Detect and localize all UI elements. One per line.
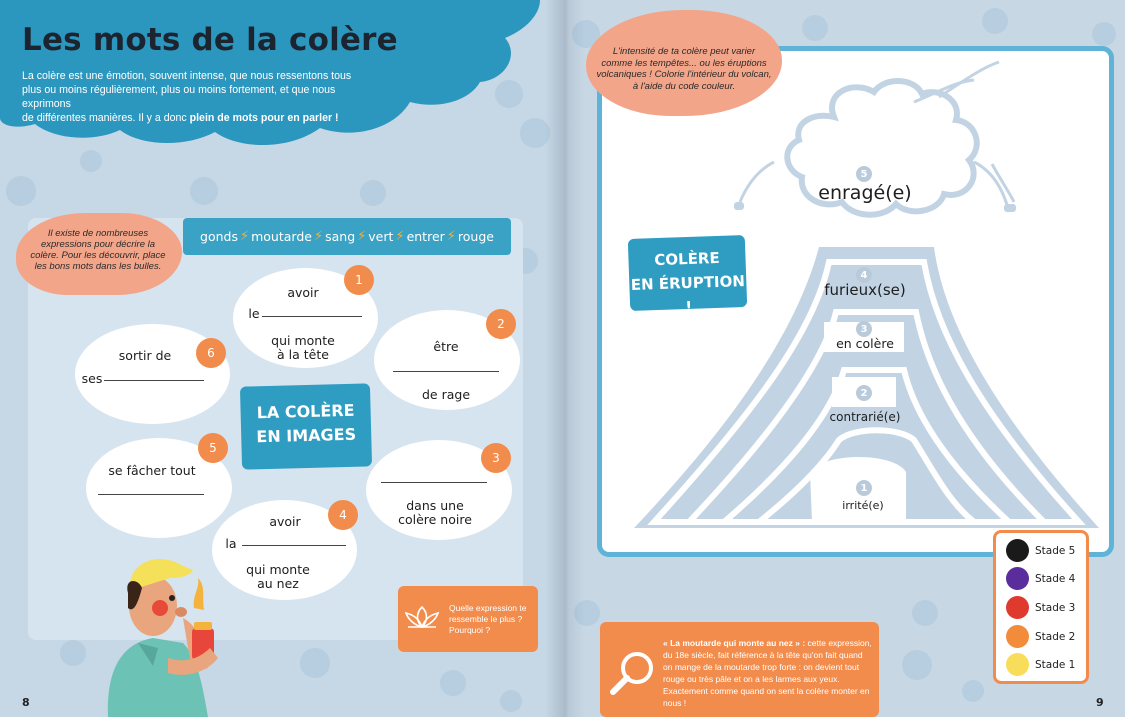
color-swatch: [1006, 653, 1029, 676]
bubble-number: 4: [328, 500, 358, 530]
decor-dot: [982, 8, 1008, 34]
lightning-icon: ⚡: [395, 229, 405, 244]
legend-row: [1006, 653, 1075, 676]
bubble-text: dans une: [406, 498, 464, 513]
note-bold: « La moutarde qui monte au nez » :: [663, 638, 806, 648]
page-number-left: 8: [22, 696, 30, 709]
bubble-text: avoir: [287, 285, 319, 300]
decor-dot: [1092, 22, 1116, 46]
lightning-icon: ⚡: [313, 229, 324, 244]
bubble-text: qui monte: [246, 562, 310, 577]
answer-blank-1[interactable]: [262, 316, 362, 317]
stage-number: 3: [856, 321, 872, 337]
bubble-text: la: [225, 536, 237, 551]
book-gutter: [545, 0, 585, 717]
box-line: EN IMAGES: [256, 424, 357, 447]
stage-number: 5: [856, 166, 872, 182]
legend-row: [1006, 625, 1075, 648]
lightning-icon: ⚡: [239, 229, 250, 244]
color-swatch: [1006, 596, 1029, 619]
decor-dot: [500, 690, 522, 712]
word-chip[interactable]: vert: [368, 229, 394, 244]
bubble-text: qui monte: [271, 333, 335, 348]
legend-label: Stade 2: [1035, 630, 1076, 643]
bubble-number: 2: [486, 309, 516, 339]
note-text: [663, 637, 873, 709]
page-number-right: 9: [1096, 696, 1104, 709]
stage-label-2[interactable]: contrarié(e): [829, 410, 901, 424]
question-text: Quelle expression te ressemble le plus ? Pourquoi ?: [449, 603, 527, 635]
decor-dot: [912, 600, 938, 626]
word-chip[interactable]: moutarde: [251, 229, 312, 244]
legend-label: Stade 5: [1035, 544, 1076, 557]
decor-dot: [300, 648, 330, 678]
bubble-number: 3: [481, 443, 511, 473]
lotus-icon: [402, 603, 442, 633]
lightning-icon: ⚡: [357, 229, 367, 244]
instruction-text: L'intensité de ta colère peut varier comme les tempêtes... ou les éruptions volcaniques ! Colorie l'intérieur du volcan, à l'aide du code couleur.: [596, 46, 772, 92]
bubble-text: à la tête: [277, 347, 329, 362]
word-chip[interactable]: rouge: [457, 229, 494, 244]
bubble-text: au nez: [257, 576, 299, 591]
bubble-text: de rage: [421, 387, 471, 402]
answer-blank-6[interactable]: [104, 380, 204, 381]
stage-number: 4: [856, 267, 872, 283]
lightning-icon: ⚡: [446, 229, 456, 244]
legend-row: [1006, 539, 1075, 562]
stage-label-4[interactable]: furieux(se): [824, 281, 906, 299]
intro-line: [22, 111, 382, 125]
decor-dot: [962, 680, 984, 702]
decor-dot: [6, 176, 36, 206]
legend-label: Stade 4: [1035, 572, 1076, 585]
boy-illustration: [98, 548, 248, 717]
color-swatch: [1006, 567, 1029, 590]
stage-number: 1: [856, 480, 872, 496]
bubble-text: le: [248, 306, 260, 321]
bubble-text: colère noire: [398, 512, 472, 527]
intro-line: plus ou moins régulièrement, plus ou moins fortement, et que nous exprimons: [22, 84, 336, 110]
answer-blank-2[interactable]: [393, 371, 499, 372]
decor-dot: [190, 177, 218, 205]
bubble-number: 1: [344, 265, 374, 295]
color-swatch: [1006, 539, 1029, 562]
box-line: LA COLÈRE: [256, 400, 355, 423]
box-line: EN ÉRUPTION !: [630, 272, 746, 317]
stage-label-3[interactable]: en colère: [836, 336, 894, 351]
legend-label: Stade 1: [1035, 658, 1076, 671]
bubble-number: 5: [198, 433, 228, 463]
legend-label: Stade 3: [1035, 601, 1076, 614]
decor-dot: [902, 650, 932, 680]
bubble-text: sortir de: [118, 348, 172, 363]
color-swatch: [1006, 625, 1029, 648]
legend-row: [1006, 596, 1075, 619]
word-bank: [183, 218, 511, 255]
stage-number: 2: [856, 385, 872, 401]
bubble-text: se fâcher tout: [108, 463, 196, 478]
box-line: COLÈRE: [654, 248, 720, 270]
decor-dot: [802, 15, 828, 41]
word-chip[interactable]: gonds: [200, 229, 238, 244]
colere-en-images-box: [240, 383, 372, 469]
intro-paragraph: [22, 69, 382, 125]
bubble-text: être: [433, 339, 459, 354]
note-body: cette expression, du 18e siècle, fait référence à la tête qu'on fait quand on mange de la moutarde trop forte : on devient tout rouge ou très pâle et on a les larmes aux yeux. Exactement comme quand on sent la colère monter en nous !: [663, 638, 872, 708]
word-chip[interactable]: sang: [325, 229, 356, 244]
answer-blank-5[interactable]: [98, 494, 204, 495]
hint-text: Il existe de nombreuses expressions pour décrire la colère. Pour les découvrir, place les bons mots dans les bulles.: [30, 228, 166, 272]
decor-dot: [440, 670, 466, 696]
bubble-number: 6: [196, 338, 226, 368]
decor-dot: [80, 150, 102, 172]
colere-en-eruption-box: [628, 235, 747, 317]
intro-line: La colère est une émotion, souvent intense, que nous ressentons tous: [22, 70, 352, 82]
page-title: Les mots de la colère: [22, 22, 398, 58]
bubble-text: ses: [81, 371, 103, 386]
magnifier-icon: [609, 650, 657, 696]
answer-blank-3[interactable]: [381, 482, 487, 483]
answer-blank-4[interactable]: [242, 545, 346, 546]
stage-label-1[interactable]: irrité(e): [842, 499, 884, 512]
decor-dot: [60, 640, 86, 666]
word-chip[interactable]: entrer: [406, 229, 445, 244]
decor-dot: [360, 180, 386, 206]
stage-label-5[interactable]: enragé(e): [818, 182, 912, 204]
bubble-text: avoir: [269, 514, 301, 529]
intro-bold: plein de mots pour en parler !: [189, 112, 339, 124]
intro-line-start: de différentes manières. Il y a donc: [22, 112, 190, 124]
legend-row: [1006, 567, 1075, 590]
